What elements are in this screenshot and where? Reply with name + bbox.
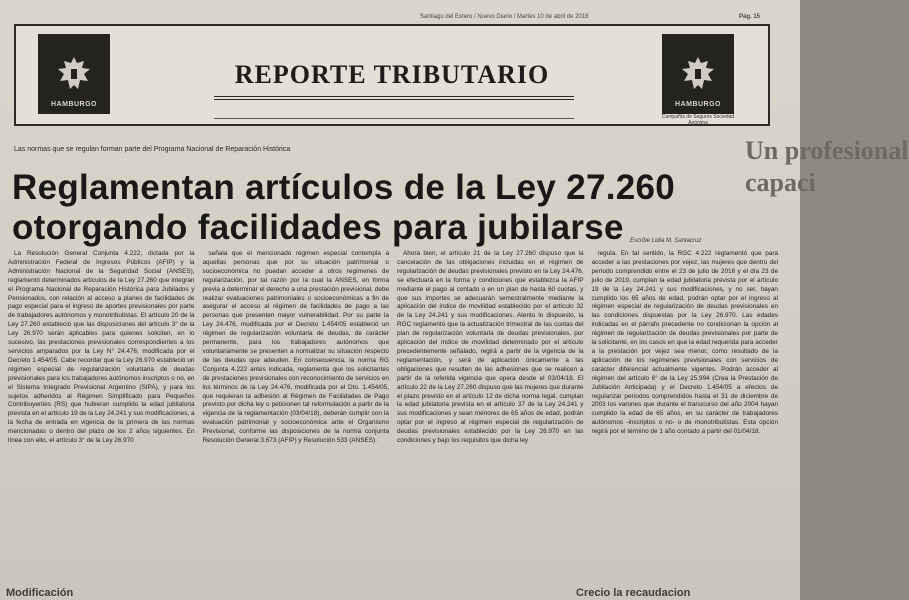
article-column-2: señala que el mencionado régimen especial contempla a aquellas personas que por su situación patrimonial o socioeconómica no puedan acceder a otros regímenes de regularización, por tal razón por la cual la ANSES, en forma previa a determinar el derecho a una prestación previsional, debe realizar evaluaciones patrimoniales o socioeconómicas a fin de asegurar el acceso al régimen de facilidades de pago a las personas que presenten mayor vulnerabilidad. Por su parte la Ley 24.476, modificada por el Decreto 1.454/05 estableció un régimen de regularización voluntaria de deudas, de carácter permanente, para los trabajadores autónomos que voluntariamente se presenten a normalizar su situación respecto de las deudas que adeuden. En consecuencia, la norma RG Conjunta 4.222 antes indicada, reglamenta que los solicitantes de prestaciones previsionales con reconocimiento de servicios en los términos de la Ley 24.476, modificada por el Dto. 1.454/05, que requieran la adhesión al Régimen de Facilidades de Pago previsto por dicha ley o peticionen tal reformulación a partir de la vigencia de la reglamentación (03/04/18), deberán cumplir con la evaluación patrimonial y socioeconómica ante el Organismo Previsional, conforme las disposiciones de la norma conjunta Resolución General 3.673 (AFIP) y Resolución 533 (ANSES).: [202, 250, 389, 445]
article-column-1: La Resolución General Conjunta 4.222, dictada por la Administración Federal de Ingresos Públicos (AFIP) y la Administración Nacional de la Seguridad Social (ANSES), reglamentó determinados artículos de la Ley 27.260 que integran el Programa Nacional de Reparación Histórica para Jubilados y Pensionados, con relación al acceso a planes de facilidades de pago especial para el ingreso de aportes previsionales por parte de trabajadores autónomos y monotributistas. El artículo 20 de la Ley 27.260 estableció que las disposiciones del artículo 3° de la Ley 26.970 serán aplicables para quienes soliciten, en lo sucesivo, las prestaciones previsionales correspondientes a los servicios amparados por la Ley N° 24.476, modificada por el Decreto 1.454/05. Cabe recordar que la Ley 26.970 estableció un régimen especial de regularización voluntaria de deudas previsionales para los trabajadores autónomos inscriptos o no, en el Sistema Integrado Previsional Argentino (SIPA), y para los sujetos adheridos al Régimen Simplificado para Pequeños Contribuyentes (RS) que hubieran cumplido la edad jubilatoria prevista en el artículo 19 de la Ley 24.241 y sus modificaciones, a la fecha de entrada en vigencia de la primera de las normas mencionadas o dentro del plazo de los 2 años siguientes. En línea con ello, el artículo 3° de la Ley 26.970: [8, 250, 195, 445]
headline-line-2: otorgando facilidades para jubilarse: [12, 208, 624, 247]
article-tagline: Las normas que se regulan forman parte del Programa Nacional de Reparación Histórica: [14, 146, 291, 153]
page-number: Pág. 15: [738, 14, 760, 20]
section-title: REPORTE TRIBUTARIO: [234, 60, 550, 89]
dateline-strip: [420, 10, 800, 24]
next-headline-right: Crecio la recaudacion: [576, 587, 691, 599]
article-column-3: Ahora bien, el artículo 21 de la Ley 27.260 dispuso que la cancelación de las obligaciones incluidas en el régimen de regularización de deudas previsionales previsto en la Ley 24.476, se efectuará en la forma y condiciones que establezca la AFIP mediante el pago al contado o en un plan de hasta 60 cuotas, y que sus importes se adecuarán semestralmente mediante la aplicación del índice de movilidad establecido por el artículo 32 de la Ley 24.241 y sus modificaciones. Atento lo dispuesto, la RGC reglamentó que la actualización trimestral de las cuotas del plan de regularización voluntaria de deudas previsionales, por aplicación del índice de movilidad determinado por el artículo precedentemente señalado, regirá a partir de la vigencia de la reglamentación, y será de aplicación únicamente a las obligaciones que resulten de las adhesiones que se realicen a partir de la referida vigencia que opera desde el 03/04/18. El artículo 22 de la Ley 27.260 dispuso que las mujeres que durante el plazo previsto en el artículo 12 de dicha norma legal, cumplan la edad jubilatoria prevista en el artículo 37 de la Ley 24.241 y sus modificaciones y sean menores de 65 años de edad, podrán optar por el ingreso al régimen especial de regularización de deudas previsionales establecido por la Ley 26.970 en las condiciones y bajo los requisitos que dicha ley: [397, 250, 584, 445]
hamburgo-logo-right: [662, 34, 734, 114]
hamburgo-logo-left: [38, 34, 110, 114]
next-headline-left: Modificación: [6, 587, 74, 599]
logo-left-text: HAMBURGO: [51, 101, 97, 108]
adjacent-page-headline: Un profesional capaci: [745, 136, 909, 197]
section-masthead: [14, 24, 770, 126]
next-article-headlines: [0, 585, 800, 600]
title-rule-lower: [214, 118, 574, 120]
article-byline: Escribe Lidia M. Santacruz: [630, 238, 702, 244]
eagle-emblem-icon: [676, 53, 720, 97]
article-headline: [12, 168, 752, 248]
title-rule: [214, 96, 574, 100]
dateline: Santiago del Estero / Nuevo Diario / Martes 10 de abril de 2018: [420, 14, 589, 20]
eagle-emblem-icon: [52, 53, 96, 97]
headline-line-1: Reglamentan artículos de la Ley 27.260: [12, 168, 676, 207]
article-body: [8, 250, 778, 590]
article-column-4: regula. En tal sentido, la RGC 4.222 reglamentó que para acceder a las prestaciones por vejez, las mujeres que dentro del período comprendido entre el 23 de julio de 2016 y el día 23 de julio de 2019, cumplan la edad jubilatoria prevista por el artículo 19 de la Ley 24.241 y sus modificaciones, y no ser, hayan cumplido los 65 años de edad, podrán optar por el ingreso al régimen especial de regularización de deudas previsionales en las condiciones dispuestas por la Ley 26.970. Las edades indicadas en el párrafo precedente no condicionan la opción al régimen de regularización de deudas previsionales por parte de la solicitante, en los casos en que la edad requerida para acceder a la prestación por vejez sea menor, como resultado de la aplicación de los regímenes previsionales con servicios de carácter diferencial actualmente vigentes. Podrán acceder al régimen del artículo 6° de la Ley 25.994 (Crea la Prestación de Jubilación Anticipada) y el Decreto 1.454/05 a efectos de regularizar períodos comprendidos hasta el 31 de diciembre de 2003 los varones que durante el transcurso del año 2004 hayan cumplido la edad de 65 años, en su carácter de trabajadores autónomos -inscriptos o no- o de monotributistas. Esta opción regirá por el término de 1 año contado a partir del 01/04/18.: [591, 250, 778, 436]
logo-right-subtitle: Compañía de Seguros Sociedad Anónima: [661, 114, 735, 126]
logo-right-text: HAMBURGO: [675, 101, 721, 108]
